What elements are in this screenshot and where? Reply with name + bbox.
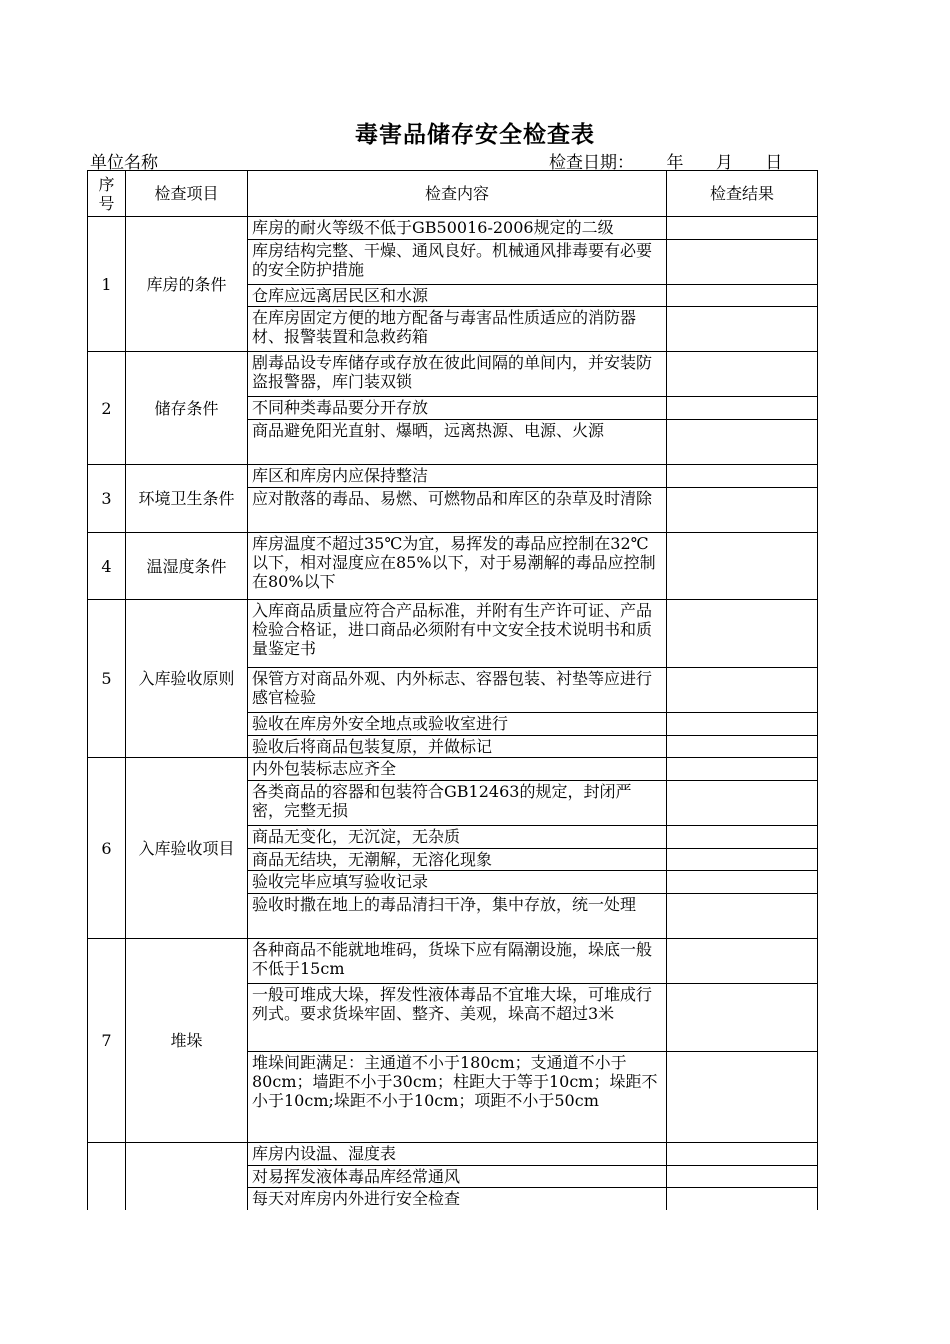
date-label: 检查日期： — [549, 153, 634, 173]
check-content: 商品无结块，无潮解，无溶化现象 — [248, 849, 667, 871]
check-content: 堆垛间距满足：主通道不小于180cm；支通道不小于80cm；墙距不小于30cm；柱距大于等于10cm；垛距不小于10cm;垛距不小于10cm；项距不小于50cm — [248, 1052, 667, 1143]
check-result-cell[interactable] — [667, 984, 818, 1052]
check-result-cell[interactable] — [667, 1166, 818, 1188]
check-content: 验收完毕应填写验收记录 — [248, 871, 667, 894]
check-result-cell[interactable] — [667, 871, 818, 894]
page-title: 毒害品储存安全检查表 — [355, 122, 595, 148]
table-row — [88, 217, 818, 240]
check-result-cell[interactable] — [667, 758, 818, 781]
check-result-cell[interactable] — [667, 781, 818, 826]
check-result-cell[interactable] — [667, 307, 818, 352]
check-content: 库房温度不超过35℃为宜，易挥发的毒品应控制在32℃以下，相对湿度应在85%以下，对于易潮解的毒品应控制在80%以下 — [248, 533, 667, 600]
table-header-row — [88, 171, 818, 217]
check-content: 每天对库房内外进行安全检查 — [248, 1188, 667, 1210]
row-number — [88, 1143, 126, 1210]
row-number: 5 — [88, 600, 126, 758]
check-result-cell[interactable] — [667, 397, 818, 420]
row-number: 2 — [88, 352, 126, 465]
check-content: 各种商品不能就地堆码，货垛下应有隔潮设施，垛底一般不低于15cm — [248, 939, 667, 984]
row-number: 4 — [88, 533, 126, 600]
check-content: 不同种类毒品要分开存放 — [248, 397, 667, 420]
check-result-cell[interactable] — [667, 826, 818, 849]
check-item — [126, 1143, 248, 1210]
column-header-no: 序号 — [88, 171, 126, 217]
check-content: 在库房固定方便的地方配备与毒害品性质适应的消防器材、报警装置和急救药箱 — [248, 307, 667, 352]
check-content: 内外包装标志应齐全 — [248, 758, 667, 781]
date-day-label: 日 — [765, 153, 783, 173]
check-result-cell[interactable] — [667, 939, 818, 984]
check-content: 库房结构完整、干燥、通风良好。机械通风排毒要有必要的安全防护措施 — [248, 240, 667, 285]
check-content: 库房的耐火等级不低于GB50016-2006规定的二级 — [248, 217, 667, 240]
check-result-cell[interactable] — [667, 285, 818, 307]
check-result-cell[interactable] — [667, 533, 818, 600]
check-result-cell[interactable] — [667, 849, 818, 871]
table-row — [88, 465, 818, 488]
check-result-cell[interactable] — [667, 668, 818, 713]
check-result-cell[interactable] — [667, 1143, 818, 1166]
check-result-cell[interactable] — [667, 465, 818, 488]
check-result-cell[interactable] — [667, 240, 818, 285]
check-content: 验收在库房外安全地点或验收室进行 — [248, 713, 667, 736]
check-content: 商品无变化，无沉淀，无杂质 — [248, 826, 667, 849]
row-number: 3 — [88, 465, 126, 533]
row-number: 7 — [88, 939, 126, 1143]
date-year-label: 年 — [666, 153, 684, 173]
check-item: 温湿度条件 — [126, 533, 248, 600]
check-result-cell[interactable] — [667, 736, 818, 758]
table-row — [88, 1143, 818, 1166]
check-result-cell[interactable] — [667, 1052, 818, 1143]
check-item: 储存条件 — [126, 352, 248, 465]
check-result-cell[interactable] — [667, 352, 818, 397]
check-result-cell[interactable] — [667, 894, 818, 939]
check-content: 库房内设温、湿度表 — [248, 1143, 667, 1166]
check-content: 仓库应远离居民区和水源 — [248, 285, 667, 307]
row-number: 6 — [88, 758, 126, 939]
check-content: 入库商品质量应符合产品标准，并附有生产许可证、产品检验合格证，进口商品必须附有中文安全技术说明书和质量鉴定书 — [248, 600, 667, 668]
column-header-content: 检查内容 — [248, 171, 667, 217]
check-content: 应对散落的毒品、易燃、可燃物品和库区的杂草及时清除 — [248, 488, 667, 533]
check-result-cell[interactable] — [667, 600, 818, 668]
check-content: 对易挥发液体毒品库经常通风 — [248, 1166, 667, 1188]
check-item: 环境卫生条件 — [126, 465, 248, 533]
table-row — [88, 352, 818, 397]
check-content: 保管方对商品外观、内外标志、容器包装、衬垫等应进行感官检验 — [248, 668, 667, 713]
check-result-cell[interactable] — [667, 488, 818, 533]
check-content: 库区和库房内应保持整洁 — [248, 465, 667, 488]
check-item: 入库验收原则 — [126, 600, 248, 758]
table-row — [88, 600, 818, 668]
inspection-table — [87, 170, 818, 1210]
check-item: 入库验收项目 — [126, 758, 248, 939]
table-row — [88, 939, 818, 984]
check-content: 验收后将商品包装复原，并做标记 — [248, 736, 667, 758]
check-item: 堆垛 — [126, 939, 248, 1143]
check-content: 剧毒品设专库储存或存放在彼此间隔的单间内，并安装防盗报警器，库门装双锁 — [248, 352, 667, 397]
column-header-item: 检查项目 — [126, 171, 248, 217]
check-content: 验收时撒在地上的毒品清扫干净，集中存放，统一处理 — [248, 894, 667, 939]
date-month-label: 月 — [715, 153, 733, 173]
table-row — [88, 533, 818, 600]
row-number: 1 — [88, 217, 126, 352]
check-content: 各类商品的容器和包装符合GB12463的规定，封闭严密，完整无损 — [248, 781, 667, 826]
column-header-result: 检查结果 — [667, 171, 818, 217]
table-row — [88, 758, 818, 781]
check-item: 库房的条件 — [126, 217, 248, 352]
check-content: 一般可堆成大垛，挥发性液体毒品不宜堆大垛，可堆成行列式。要求货垛牢固、整齐、美观，垛高不超过3米 — [248, 984, 667, 1052]
check-content: 商品避免阳光直射、爆晒，远离热源、电源、火源 — [248, 420, 667, 465]
check-result-cell[interactable] — [667, 217, 818, 240]
check-result-cell[interactable] — [667, 1188, 818, 1210]
check-result-cell[interactable] — [667, 713, 818, 736]
unit-name-label: 单位名称 — [90, 153, 158, 173]
check-result-cell[interactable] — [667, 420, 818, 465]
